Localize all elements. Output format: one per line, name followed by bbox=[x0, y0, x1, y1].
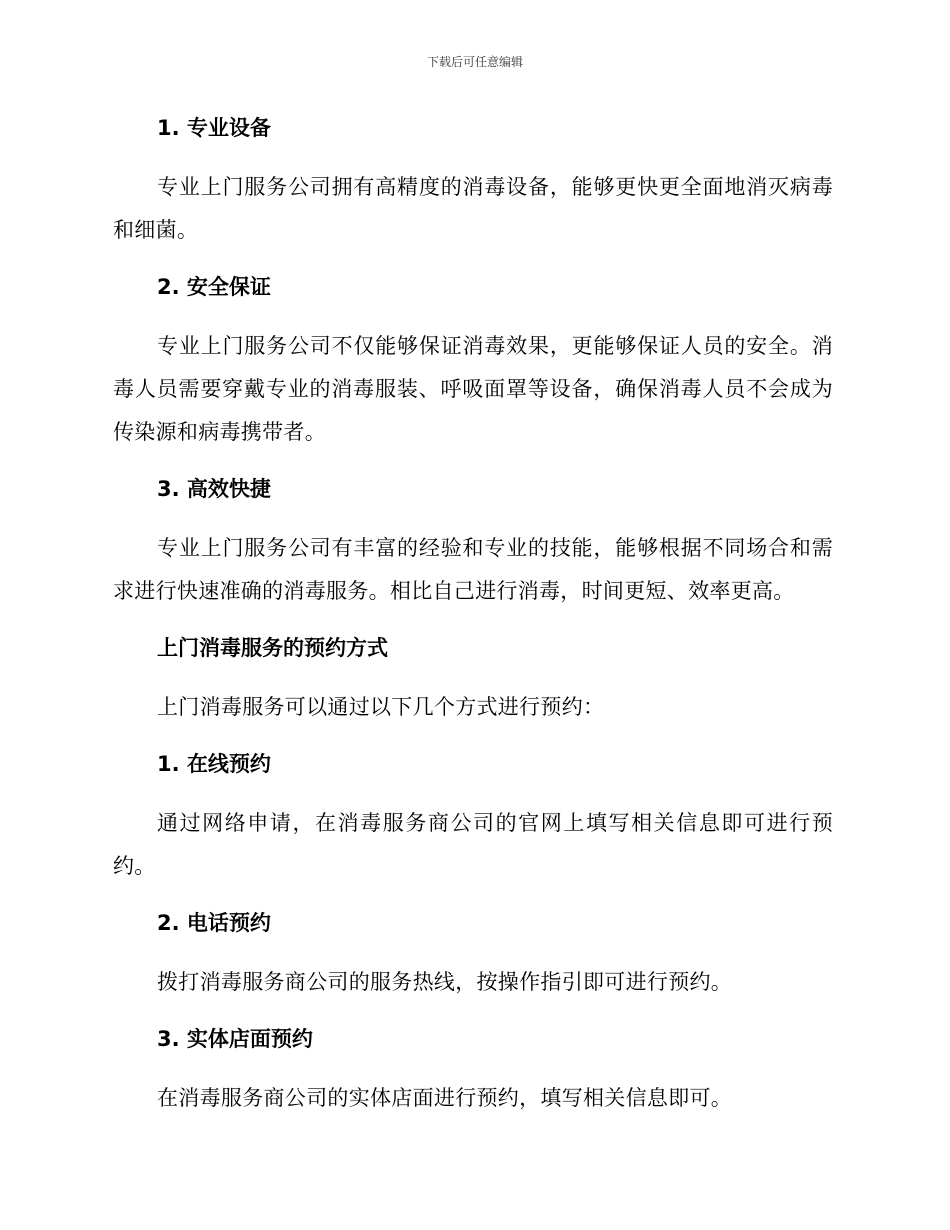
document-body bbox=[113, 108, 833, 1135]
header-note: 下载后可任意编辑 bbox=[426, 55, 523, 69]
paragraph-store-booking: 在消毒服务商公司的实体店面进行预约，填写相关信息即可。 bbox=[157, 1086, 733, 1110]
section-heading-professional-equipment: 1. 专业设备 bbox=[157, 116, 271, 140]
section-heading-efficient-fast: 3. 高效快捷 bbox=[157, 477, 271, 501]
paragraph-booking-intro: 上门消毒服务可以通过以下几个方式进行预约： bbox=[157, 695, 605, 719]
paragraph-efficient-fast: 专业上门服务公司有丰富的经验和专业的技能，能够根据不同场合和需求进行快速准确的消毒服务。相比自己进行消毒，时间更短、效率更高。 bbox=[113, 536, 833, 603]
paragraph-online-booking: 通过网络申请，在消毒服务商公司的官网上填写相关信息即可进行预约。 bbox=[113, 811, 833, 878]
section-heading-store-booking: 3. 实体店面预约 bbox=[157, 1027, 313, 1051]
paragraph-professional-equipment: 专业上门服务公司拥有高精度的消毒设备，能够更快更全面地消灭病毒和细菌。 bbox=[113, 175, 833, 242]
section-heading-online-booking: 1. 在线预约 bbox=[157, 752, 271, 776]
section-heading-safety-guarantee: 2. 安全保证 bbox=[157, 275, 271, 299]
paragraph-phone-booking: 拨打消毒服务商公司的服务热线，按操作指引即可进行预约。 bbox=[157, 970, 733, 994]
section-heading-booking-methods: 上门消毒服务的预约方式 bbox=[157, 636, 388, 660]
section-heading-phone-booking: 2. 电话预约 bbox=[157, 911, 271, 935]
paragraph-safety-guarantee: 专业上门服务公司不仅能够保证消毒效果，更能够保证人员的安全。消毒人员需要穿戴专业的消毒服装、呼吸面罩等设备，确保消毒人员不会成为传染源和病毒携带者。 bbox=[113, 334, 833, 444]
